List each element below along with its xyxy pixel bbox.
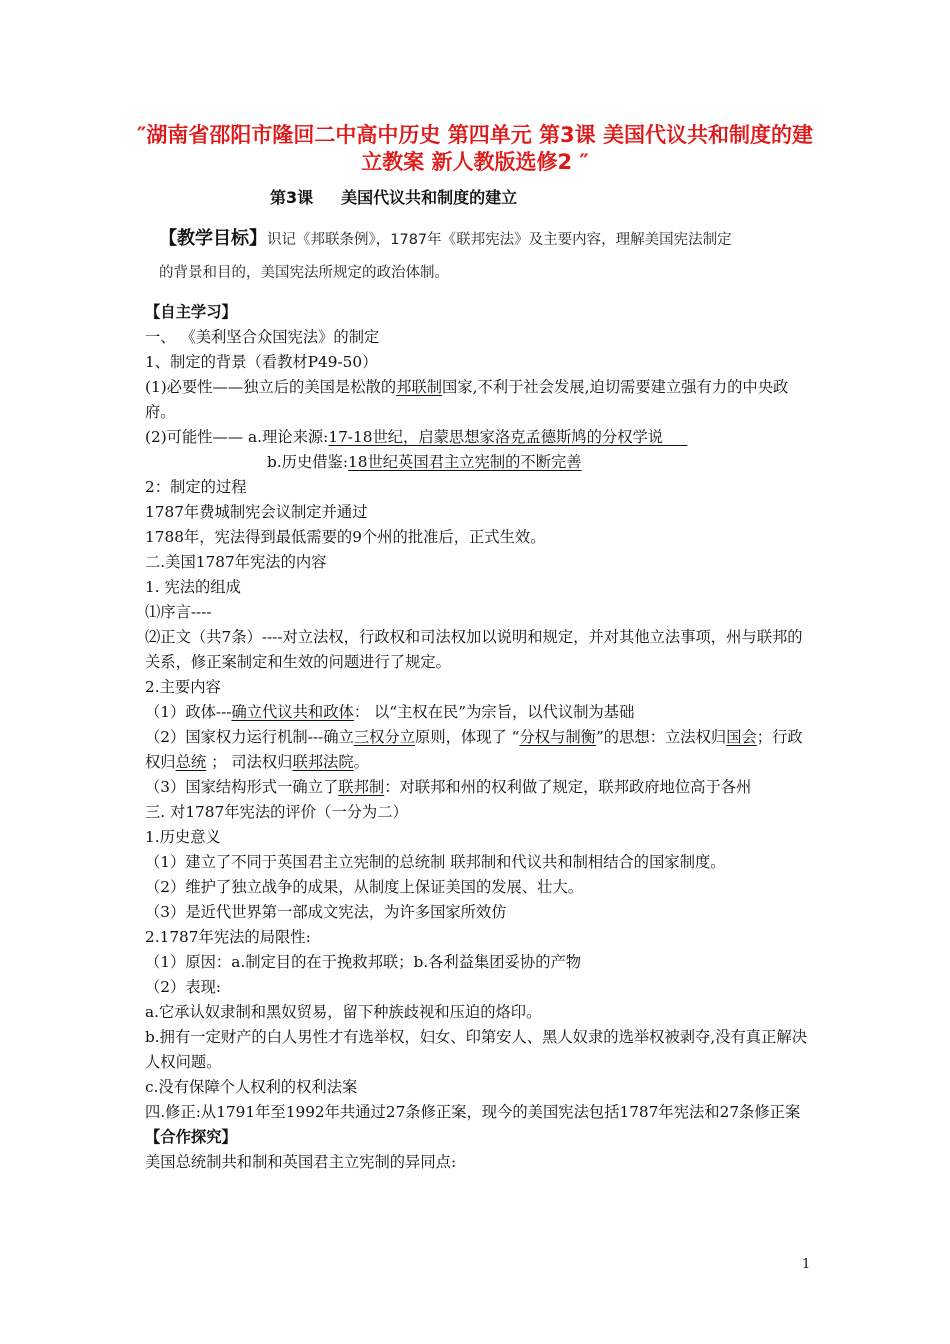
text-line: （1）建立了不同于英国君主立宪制的总统制 联邦制和代议共和制相结合的国家制度。 — [145, 853, 726, 871]
text-line: 美国总统制共和制和英国君主立宪制的异同点: — [145, 1153, 457, 1171]
text-line: （1）原因：a.制定目的在于挽救邦联；b.各利益集团妥协的产物 — [145, 953, 582, 971]
underlined-term: 分权与制衡 — [519, 728, 596, 746]
underlined-term: 确立代议共和政体 — [231, 703, 354, 721]
text-line: 1、制定的背景（看教材P49-50） — [145, 353, 378, 371]
text-line: (1)必要性——独立后的美国是松散的邦联制国家,不利于社会发展,迫切需要建立强有力的中央政府。 — [145, 378, 789, 421]
teaching-goal — [159, 222, 732, 290]
text-line: b.拥有一定财产的白人男性才有选举权，妇女、印第安人、黑人奴隶的选举权被剥夺,没有真正解决人权问题。 — [145, 1028, 807, 1071]
text-line: 2.主要内容 — [145, 678, 221, 696]
text-line: c.没有保障个人权利的权利法案 — [145, 1078, 358, 1096]
document-title: ″湖南省邵阳市隆回二中高中历史 第四单元 第3课 美国代议共和制度的建立教案 新人教版选修2 ″ — [137, 123, 813, 174]
text-line: （2）国家权力运行机制---确立三权分立原则，体现了 “分权与制衡”的思想：立法权归国会；行政权归总统 ； 司法权归联邦法院。 — [145, 728, 803, 771]
text-line: ⑴序言---- — [145, 603, 212, 621]
text-line: 1.历史意义 — [145, 828, 221, 846]
text-line: (2)可能性—— a.理论来源:17-18世纪，启蒙思想家洛克孟德斯鸠的分权学说 — [145, 428, 664, 446]
underlined-term: 联邦制 — [338, 778, 385, 796]
text-line: a.它承认奴隶制和黑奴贸易，留下种族歧视和压迫的烙印。 — [145, 1003, 542, 1021]
goal-line-1: 识记《邦联条例》，1787年《联邦宪法》及主要内容，理解美国宪法制定 — [267, 232, 732, 248]
text-line: （2）表现: — [145, 978, 222, 996]
text-line: （3）国家结构形式一确立了联邦制：对联邦和州的权利做了规定，联邦政府地位高于各州 — [145, 778, 752, 796]
text-line: 四.修正:从1791年至1992年共通过27条修正案，现今的美国宪法包括1787年宪法和27条修正案 — [145, 1103, 801, 1121]
section-heading: 【自主学习】 — [145, 303, 237, 321]
text-line: 二.美国1787年宪法的内容 — [145, 553, 327, 571]
underlined-term: 18世纪英国君主立宪制的不断完善 — [348, 453, 582, 471]
underlined-term: 国会 — [726, 728, 757, 746]
text-line: （1）政体---确立代议共和政体： 以“主权在民”为宗旨，以代议制为基础 — [145, 703, 635, 721]
lesson-number: 第3课 — [270, 188, 314, 207]
text-line: 1787年费城制宪会议制定并通过 — [145, 503, 368, 521]
text-line: ⑵正文（共7条）----对立法权，行政权和司法权加以说明和规定，并对其他立法事项，州与联邦的关系，修正案制定和生效的问题进行了规定。 — [145, 628, 803, 671]
underlined-term: 联邦法院 — [292, 753, 354, 771]
text-line: 2：制定的过程 — [145, 478, 247, 496]
goal-tag: 【教学目标】 — [159, 228, 267, 249]
text-line: 1. 宪法的组成 — [145, 578, 241, 596]
underlined-term: 17-18世纪，启蒙思想家洛克孟德斯鸠的分权学说 — [328, 428, 664, 446]
text-line: 2.1787年宪法的局限性: — [145, 928, 311, 946]
lesson-heading — [270, 185, 545, 208]
text-line: b.历史借鉴:18世纪英国君主立宪制的不断完善 — [267, 453, 582, 471]
underlined-term: 总统 — [175, 753, 207, 771]
lesson-content — [145, 300, 810, 1175]
text-line: 一、 《美利坚合众国宪法》的制定 — [145, 328, 380, 346]
underlined-term: 三权分立 — [353, 728, 416, 746]
text-line: （2）维护了独立战争的成果，从制度上保证美国的发展、壮大。 — [145, 878, 584, 896]
text-line: 1788年，宪法得到最低需要的9个州的批准后，正式生效。 — [145, 528, 546, 546]
section-heading: 【合作探究】 — [145, 1128, 237, 1146]
underlined-term: 邦联制 — [396, 378, 443, 396]
goal-line-2: 的背景和目的，美国宪法所规定的政治体制。 — [159, 265, 449, 281]
lesson-title: 美国代议共和制度的建立 — [341, 188, 518, 207]
text-line: （3）是近代世界第一部成文宪法，为许多国家所效仿 — [145, 903, 507, 921]
text-line: 三. 对1787年宪法的评价（一分为二） — [145, 803, 408, 821]
page-number: 1 — [802, 1257, 811, 1272]
